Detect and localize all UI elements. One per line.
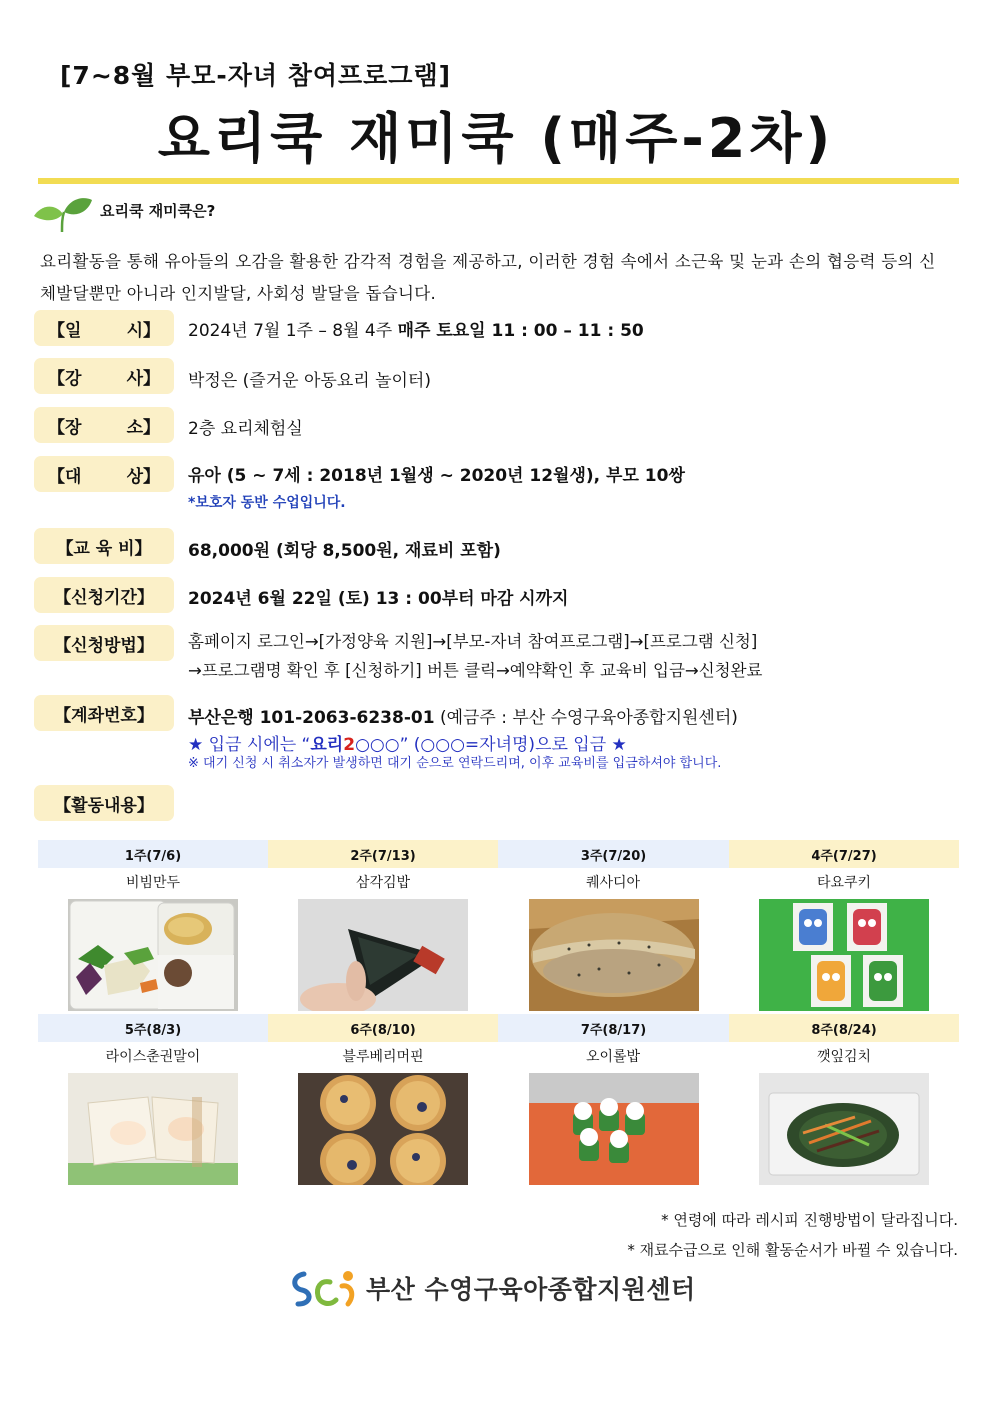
label-schedule-left: 【일 [48, 320, 82, 341]
footnote: * 재료수급으로 인해 활동순서가 바뀔 수 있습니다. [627, 1241, 958, 1259]
dish-name: 비빔만두 [125, 875, 181, 891]
center-logo-icon [290, 1266, 360, 1310]
dish-name: 라이스춘권말이 [105, 1049, 201, 1065]
label-target-left: 【대 [48, 466, 82, 487]
dish-photo-bibim-mandu [68, 899, 238, 1011]
intro-text: 요리활동을 통해 유아들의 오감을 활용한 감각적 경험을 제공하고, 이러한 경험 속에서 소근육 및 눈과 손의 협응력 등의 신체발달뿐만 아니라 인지발달, 사회성 발달을 돕습니다. [40, 252, 936, 303]
week-header: 2주(7/13) [268, 840, 498, 868]
label-period: 【신청기간】 [34, 577, 174, 613]
sprout-icon [32, 194, 94, 234]
program-subtitle: [7~8월 부모-자녀 참여프로그램] [60, 61, 452, 90]
footnote: * 연령에 따라 레시피 진행방법이 달라집니다. [661, 1211, 958, 1229]
week-header: 1주(7/6) [38, 840, 268, 868]
label-target [34, 456, 174, 492]
label-schedule-right: 시】 [126, 320, 160, 341]
period-value: 2024년 6월 22일 (토) 13 : 00부터 마감 시까지 [188, 589, 569, 609]
account-number: 부산은행 101-2063-6238-01 [188, 708, 435, 728]
label-method: 【신청방법】 [34, 625, 174, 661]
dish-photo-perilla-kimchi [759, 1073, 929, 1185]
place-value: 2층 요리체험실 [188, 419, 303, 439]
dish-name: 타요쿠키 [816, 875, 872, 891]
label-target-right: 상】 [126, 466, 160, 487]
label-instructor-right: 사】 [126, 368, 160, 389]
schedule-dates: 2024년 7월 1주 – 8월 4주 [188, 321, 398, 341]
dish-photo-rice-spring-roll [68, 1073, 238, 1185]
method-line2: →프로그램명 확인 후 [신청하기] 버튼 클릭→예약확인 후 교육비 입금→신청완료 [188, 661, 763, 680]
title-divider [38, 178, 959, 184]
week-header: 3주(7/20) [498, 840, 729, 868]
label-account: 【계좌번호】 [34, 695, 174, 731]
dish-photo-quesadilla [529, 899, 699, 1011]
week-header: 5주(8/3) [38, 1014, 268, 1042]
center-name: 부산 수영구육아종합지원센터 [366, 1275, 696, 1304]
dish-name: 퀘사디아 [585, 875, 641, 891]
target-value: 유아 (5 ~ 7세 : 2018년 1월생 ~ 2020년 12월생), 부모 10쌍 [188, 466, 685, 486]
schedule-time: 매주 토요일 11 : 00 – 11 : 50 [397, 321, 644, 341]
deposit-prefix: 요리 [310, 735, 344, 755]
deposit-post: ○○○” (○○○=자녀명)으로 입금 ★ [355, 735, 627, 755]
method-line1: 홈페이지 로그인→[가정양육 지원]→[부모-자녀 참여프로그램]→[프로그램 신청] [188, 632, 758, 651]
deposit-number: 2 [343, 735, 356, 755]
label-activity: 【활동내용】 [34, 785, 174, 821]
label-instructor [34, 358, 174, 394]
intro-heading: 요리쿡 재미쿡은? [100, 202, 216, 220]
dish-name: 깻잎김치 [816, 1049, 872, 1065]
label-schedule [34, 310, 174, 346]
dish-name: 삼각김밥 [355, 875, 411, 891]
page-title: 요리쿡 재미쿡 (매주-2차) [157, 107, 835, 170]
label-place [34, 407, 174, 443]
label-instructor-left: 【강 [48, 368, 82, 389]
dish-name: 오이롤밥 [585, 1049, 641, 1065]
deposit-pre: ★ 입금 시에는 “ [188, 735, 311, 755]
account-holder: (예금주 : 부산 수영구육아종합지원센터) [434, 708, 738, 728]
label-place-left: 【장 [48, 417, 82, 438]
week-header: 7주(8/17) [498, 1014, 729, 1042]
account-value [188, 703, 738, 728]
target-note: *보호자 동반 수업입니다. [188, 495, 346, 511]
schedule-value [188, 316, 644, 341]
label-fee: 【교 육 비】 [34, 528, 174, 564]
dish-photo-blueberry-muffin [298, 1073, 468, 1185]
week-header: 4주(7/27) [729, 840, 959, 868]
waitlist-notice: ※ 대기 신청 시 취소자가 발생하면 대기 순으로 연락드리며, 이후 교육비를 입금하셔야 합니다. [188, 756, 722, 771]
fee-value: 68,000원 (회당 8,500원, 재료비 포함) [188, 541, 501, 561]
dish-photo-cucumber-roll [529, 1073, 699, 1185]
label-place-right: 소】 [126, 417, 160, 438]
dish-name: 블루베리머핀 [342, 1049, 424, 1065]
dish-photo-triangle-gimbap [298, 899, 468, 1011]
dish-photo-tayo-cookie [759, 899, 929, 1011]
week-header: 6주(8/10) [268, 1014, 498, 1042]
instructor-value: 박정은 (즐거운 아동요리 놀이터) [188, 371, 431, 391]
week-header: 8주(8/24) [729, 1014, 959, 1042]
